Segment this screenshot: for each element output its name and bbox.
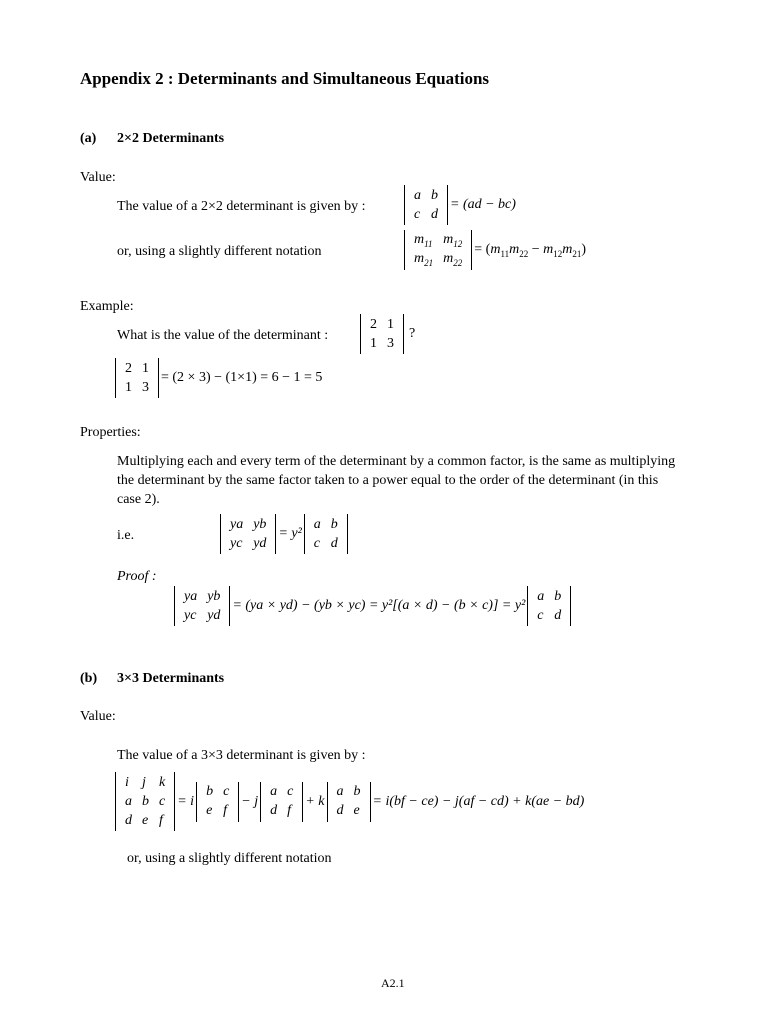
page-title: Appendix 2 : Determinants and Simultaneous Equations [80, 69, 490, 88]
det-3x3-expansion [113, 772, 584, 831]
minor-acdf: a c d f [260, 782, 303, 822]
minor-abde: a b d e [327, 782, 371, 822]
minor-bcef: b c e f [196, 782, 239, 822]
determinant-scaled-proof: ya yb yc yd [174, 586, 230, 626]
expansion-term-j: − j [241, 793, 259, 809]
determinant-abcd-proof: a b c d [527, 586, 571, 626]
alt-notation-text-a: or, using a slightly different notation [117, 244, 322, 259]
alt-rhs-terms: $m_{11}m_{22} - m_{12}m_{21}$ [490, 241, 582, 259]
properties-label: Properties: [80, 425, 141, 440]
section-b-heading: 3×3 Determinants [117, 671, 225, 686]
example-rhs: = (2 × 3) − (1×1) = 6 − 1 = 5 [161, 370, 323, 385]
alt-rhs-close: ) [581, 242, 587, 257]
section-a-label: (a) [80, 131, 97, 146]
alt-notation-text-b: or, using a slightly different notation [127, 851, 332, 866]
determinant-abcd: a b c d [404, 185, 448, 225]
determinant-abcd-ie: a b c d [304, 514, 348, 554]
determinant-m: $m_{11}$ $m_{12}$ $m_{21}$ $m_{22}$ [404, 230, 472, 270]
expansion-term-k: + k [305, 793, 325, 809]
expansion-term-i: = i [177, 793, 195, 809]
value-text-b: The value of a 3×3 determinant is given by : [117, 748, 366, 763]
ie-equation [218, 514, 350, 554]
example-label: Example: [80, 299, 134, 314]
value-text-a: The value of a 2×2 determinant is given by : [117, 199, 366, 214]
example-question: What is the value of the determinant : [117, 328, 329, 343]
page-number: A2.1 [381, 976, 405, 990]
determinant-2113: 2 1 1 3 [360, 314, 404, 354]
ie-label: i.e. [117, 528, 135, 543]
ie-rhs: = y² [278, 526, 302, 541]
section-b-label: (b) [80, 671, 98, 686]
proof-equation [172, 586, 573, 626]
proof-rhs: = (ya × yd) − (yb × yc) = y²[(a × d) − (b × c)] = y² [232, 598, 526, 613]
determinant-3x3: i j k a b c d e f [115, 772, 175, 831]
expansion-result: = i(bf − ce) − j(af − cd) + k(ae − bd) [372, 793, 585, 809]
alt-rhs-open: = ( [474, 242, 491, 257]
properties-text: Multiplying each and every term of the determinant by a common factor, is the same as multiplying the determinant by the same factor taken to a power equal to the order of the determinant (in this case 2). [117, 454, 676, 507]
section-a-heading: 2×2 Determinants [117, 131, 225, 146]
value-rhs-a: = (ad − bc) [450, 197, 516, 212]
example-question-mark: ? [409, 326, 416, 341]
example-determinant [358, 314, 415, 354]
determinant-2113-solution: 2 1 1 3 [115, 358, 159, 398]
determinant-scaled: ya yb yc yd [220, 514, 276, 554]
det-2x2-abcd [402, 185, 516, 225]
value-label-b: Value: [80, 709, 116, 724]
det-2x2-m [402, 230, 586, 270]
proof-label: Proof : [117, 569, 157, 584]
example-solution [113, 358, 322, 398]
value-label-a: Value: [80, 170, 116, 185]
